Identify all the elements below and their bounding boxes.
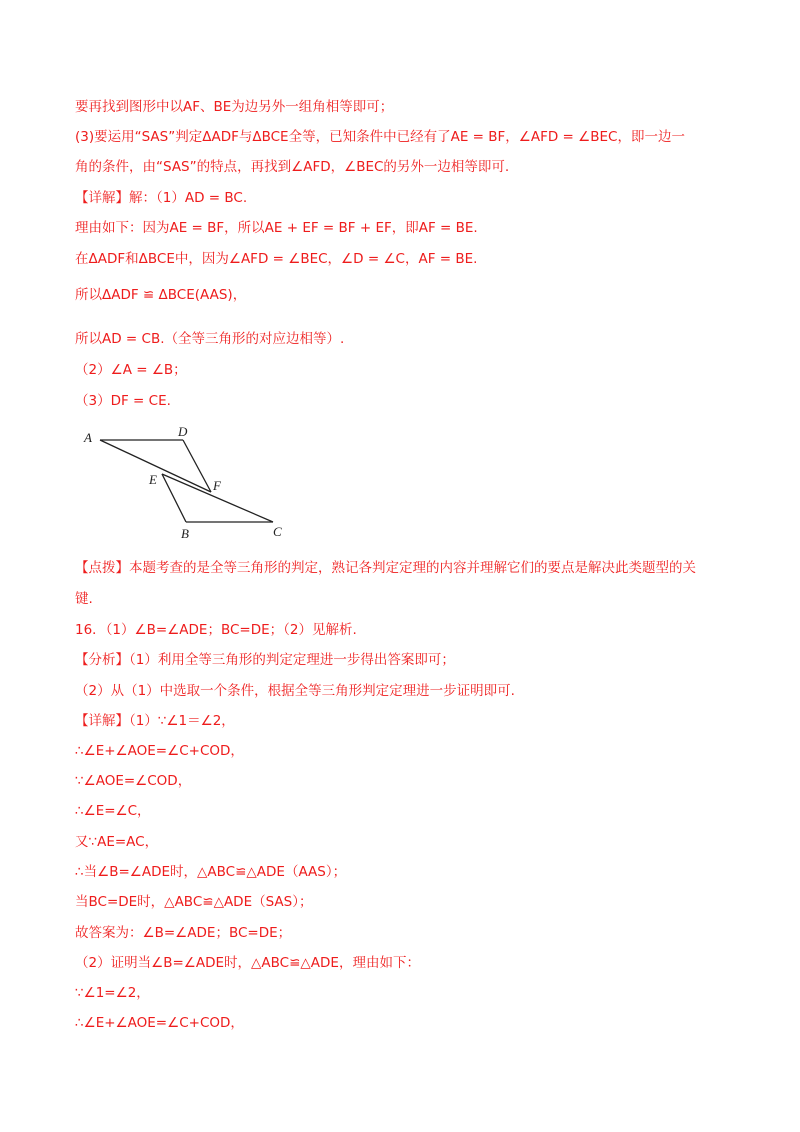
text-line-17: ∴∠E+∠AOE=∠C+COD， (75, 743, 244, 759)
text-line-8: 所以AD = CB.（全等三角形的对应边相等）. (75, 331, 345, 347)
text-line-21: ∴当∠B=∠ADE时，△ABC≌△ADE（AAS）； (75, 864, 347, 880)
segment-EB (162, 474, 186, 522)
text-line-19: ∴∠E=∠C， (75, 803, 151, 819)
label-D: D (178, 424, 188, 439)
text-line-22: 当BC=DE时，△ABC≌△ADE（SAS）； (75, 894, 313, 910)
label-C: C (273, 524, 282, 539)
text-line-24: （2）证明当∠B=∠ADE时，△ABC≌△ADE，理由如下： (75, 955, 420, 971)
text-line-18: ∵∠AOE=∠COD， (75, 773, 192, 789)
text-line-26: ∴∠E+∠AOE=∠C+COD， (75, 1015, 244, 1031)
label-B: B (181, 526, 189, 541)
text-line-7: 所以ΔADF ≌ ΔBCE(AAS)， (75, 287, 247, 303)
label-E: E (149, 472, 157, 487)
label-F: F (213, 478, 221, 493)
text-line-3: 角的条件，由“SAS”的特点，再找到∠AFD，∠BEC的另外一边相等即可. (75, 159, 510, 175)
text-line-12: 键. (75, 591, 93, 607)
label-A: A (84, 430, 92, 445)
text-line-4: 【详解】解：（1）AD = BC. (75, 190, 248, 206)
text-line-5: 理由如下：因为AE = BF，所以AE + EF = BF + EF，即AF = BE. (75, 220, 478, 236)
text-line-23: 故答案为：∠B=∠ADE；BC=DE； (75, 925, 292, 941)
text-line-2: (3)要运用“SAS”判定ΔADF与ΔBCE全等，已知条件中已经有了AE = BF，∠AFD = ∠BEC，即一边一 (75, 129, 685, 145)
text-line-9: （2）∠A = ∠B； (75, 362, 187, 378)
text-line-15: （2）从（1）中选取一个条件，根据全等三角形判定定理进一步证明即可. (75, 683, 515, 699)
text-line-1: 要再找到图形中以AF、BE为边另外一组角相等即可； (75, 99, 394, 115)
text-line-6: 在ΔADF和ΔBCE中，因为∠AFD = ∠BEC，∠D = ∠C，AF = BE. (75, 251, 478, 267)
text-line-14: 【分析】（1）利用全等三角形的判定定理进一步得出答案即可； (75, 652, 455, 668)
text-line-10: （3）DF = CE. (75, 393, 171, 409)
text-line-13: 16．（1）∠B=∠ADE；BC=DE；（2）见解析. (75, 622, 357, 638)
text-line-11: 【点拨】本题考查的是全等三角形的判定，熟记各判定定理的内容并理解它们的要点是解决此类题型的关 (75, 560, 696, 576)
geometry-figure (78, 422, 298, 542)
text-line-16: 【详解】（1）∵∠1＝∠2， (75, 713, 235, 729)
text-line-20: 又∵AE=AC， (75, 834, 159, 850)
text-line-25: ∵∠1=∠2， (75, 985, 150, 1001)
